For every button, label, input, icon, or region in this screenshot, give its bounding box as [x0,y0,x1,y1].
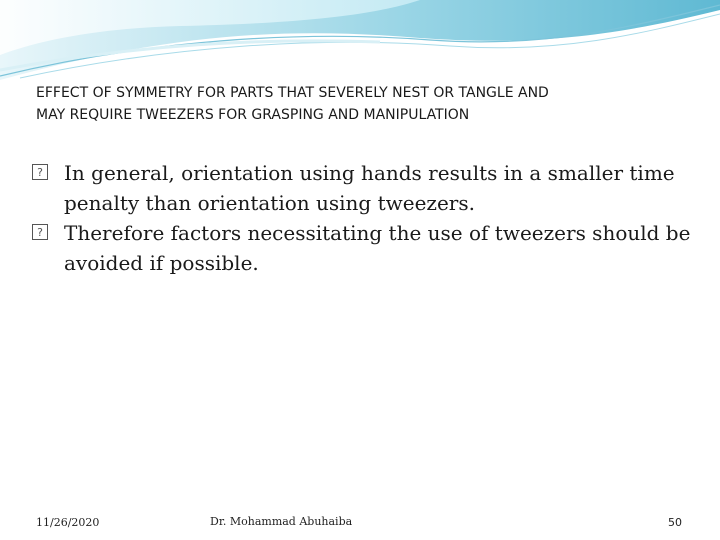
missing-glyph-box-icon: ? [32,224,48,240]
footer-date: 11/26/2020 [36,516,100,529]
bullet-item [32,158,692,218]
bullet-text: Therefore factors necessitating the use of tweezers should be avoided if possible. [64,221,691,275]
slide-title [36,82,676,126]
header-swoosh-decoration [0,0,720,90]
footer-author: Dr. Mohammad Abuhaiba [210,515,353,528]
bullet-list [32,158,692,278]
bullet-item [32,218,692,278]
slide-title-line-2: MAY REQUIRE TWEEZERS FOR GRASPING AND MANIPULATION [36,107,470,123]
bullet-text: In general, orientation using hands results in a smaller time penalty than orientation using tweezers. [64,161,675,215]
missing-glyph-box-icon: ? [32,164,48,180]
page-number: 50 [668,516,682,529]
slide-title-line-1: EFFECT OF SYMMETRY FOR PARTS THAT SEVERELY NEST OR TANGLE AND [36,85,549,101]
